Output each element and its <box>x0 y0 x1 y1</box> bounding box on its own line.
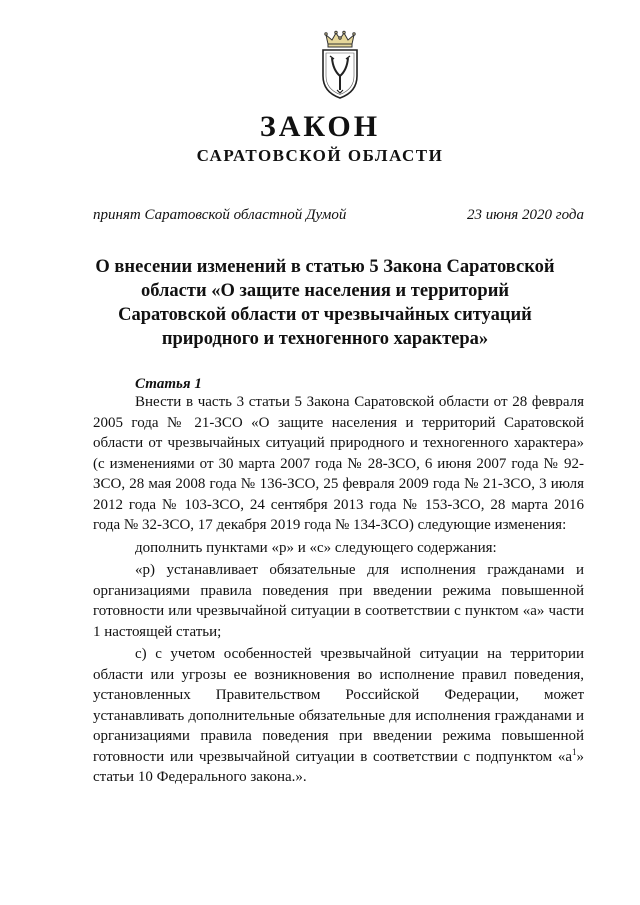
paragraph-1: Внести в часть 3 статьи 5 Закона Саратовской области от 28 февраля 2005 года № 21-ЗСО «О защите населения и территорий Саратовской области от чрезвычайных ситуаций природного и техногенного характера» (с изменениями от 30 марта 2007 года № 28-ЗСО, 6 июня 2007 года № 92-ЗСО, 28 мая 2008 года № 136-ЗСО, 25 февраля 2009 года № 21-ЗСО, 3 июля 2012 года № 103-ЗСО, 24 сентября 2013 года № 153-ЗСО, 28 марта 2016 года № 32-ЗСО, 17 декабря 2019 года № 134-ЗСО) следующие изменения: <box>93 394 584 533</box>
law-subtitle: САРАТОВСКОЙ ОБЛАСТИ <box>196 146 444 165</box>
article-body <box>93 392 584 788</box>
document-heading: О внесении изменений в статью 5 Закона Саратовской области «О защите населения и территорий Саратовской области от чрезвычайных ситуаций природного и техногенного характера» <box>95 257 555 349</box>
saratov-coat-of-arms-icon <box>318 30 362 100</box>
paragraph-4-end: » статьи 10 Федерального закона.». <box>93 748 584 785</box>
article-title: Статья 1 <box>135 376 202 392</box>
paragraph-3: «р) устанавливает обязательные для исполнения гражданами и организациями правила поведения при введении режима повышенной готовности или чрезвычайной ситуации в соответствии с пунктом «а» части 1 настоящей статьи; <box>93 562 584 640</box>
paragraph-4 <box>93 644 584 788</box>
law-title: ЗАКОН <box>259 110 381 143</box>
adoption-date: 23 июня 2020 года <box>467 207 584 223</box>
paragraph-4-text: с) с учетом особенностей чрезвычайной ситуации на территории области или угрозы ее возникновения во исполнение правил поведения, установленных Правительством Российской Федерации, может устанавливать дополнительные обязательные для исполнения гражданами и организациями правила поведения при введении режима повышенной готовности или чрезвычайной ситуации в соответствии с подпунктом «а <box>93 646 584 765</box>
superscript: 1 <box>572 746 577 757</box>
paragraph-2: дополнить пунктами «р» и «с» следующего содержания: <box>135 539 497 556</box>
adopted-by: принят Саратовской областной Думой <box>93 207 347 223</box>
